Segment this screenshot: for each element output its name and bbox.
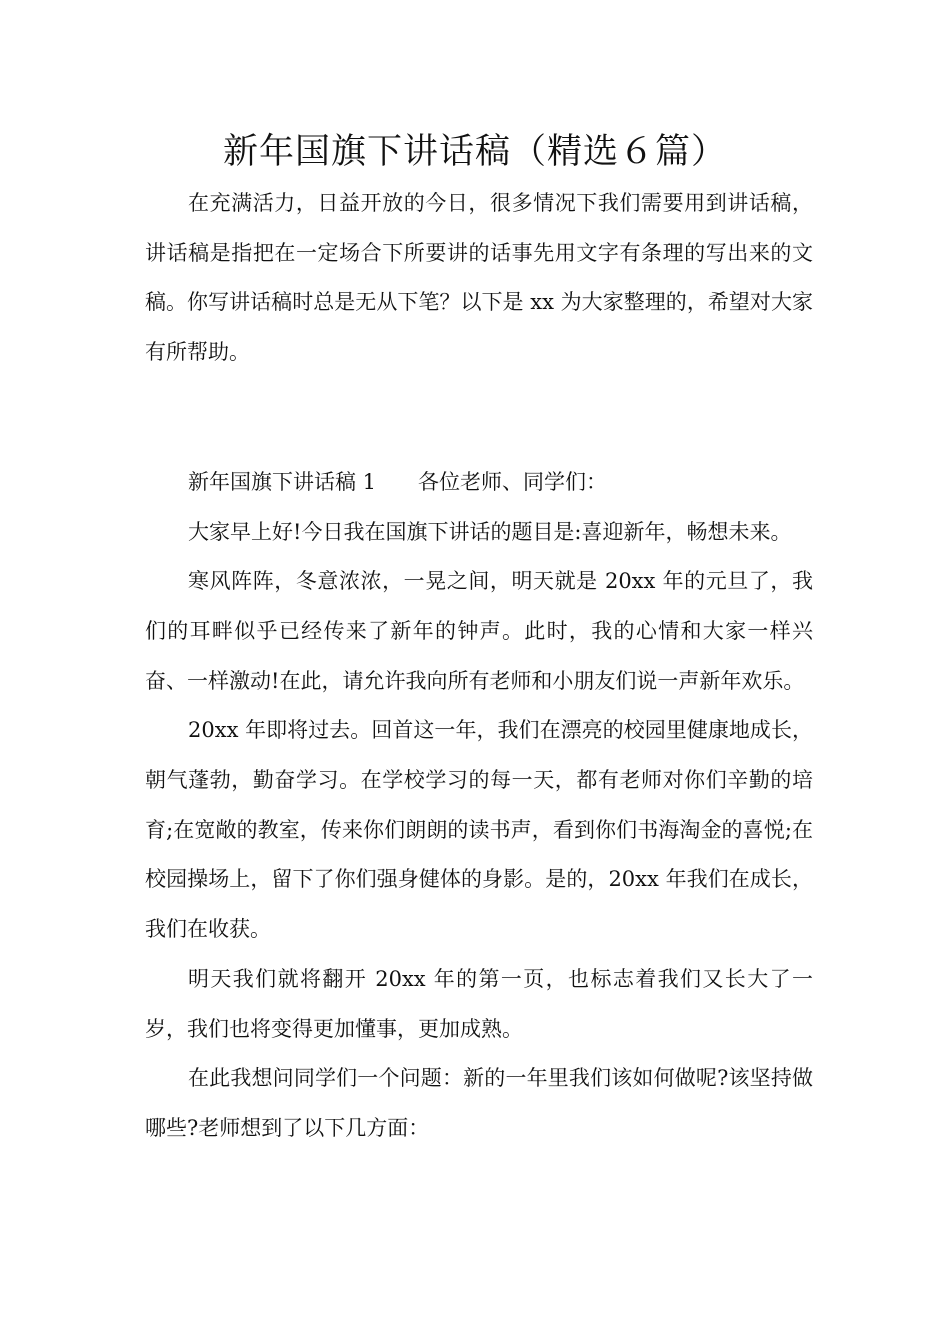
document-body <box>145 179 813 1154</box>
body-paragraph-5: 在此我想问同学们一个问题：新的一年里我们该如何做呢?该坚持做哪些?老师想到了以下几方面： <box>145 1066 813 1140</box>
body-paragraph-4: 明天我们就将翻开 20xx 年的第一页，也标志着我们又长大了一岁，我们也将变得更加懂事，更加成熟。 <box>145 966 813 1041</box>
body-paragraph-2: 寒风阵阵，冬意浓浓，一晃之间，明天就是 20xx 年的元旦了，我们的耳畔似乎已经传来了新年的钟声。此时，我的心情和大家一样兴奋、一样激动!在此，请允许我向所有老师和小朋友们说一声新年欢乐。 <box>145 569 813 693</box>
section-heading-line <box>145 458 813 508</box>
intro-paragraph: 在充满活力，日益开放的今日，很多情况下我们需要用到讲话稿，讲话稿是指把在一定场合下所要讲的话事先用文字有条理的写出来的文稿。你写讲话稿时总是无从下笔？以下是 xx 为大家整理的，希望对大家有所帮助。 <box>145 191 813 365</box>
body-paragraph-1: 大家早上好!今日我在国旗下讲话的题目是:喜迎新年，畅想未来。 <box>188 519 792 544</box>
section-gap <box>145 378 813 458</box>
salutation: 各位老师、同学们： <box>418 469 608 494</box>
document-title: 新年国旗下讲话稿（精选６篇） <box>222 132 727 172</box>
body-paragraph-3: 20xx 年即将过去。回首这一年，我们在漂亮的校园里健康地成长，朝气蓬勃，勤奋学习。在学校学习的每一天，都有老师对你们辛勤的培育;在宽敞的教室，传来你们朗朗的读书声，看到你们书海淘金的喜悦;在校园操场上，留下了你们强身健体的身影。是的，20xx 年我们在成长，我们在收获。 <box>145 718 813 942</box>
section-heading: 新年国旗下讲话稿 1 <box>188 469 377 494</box>
